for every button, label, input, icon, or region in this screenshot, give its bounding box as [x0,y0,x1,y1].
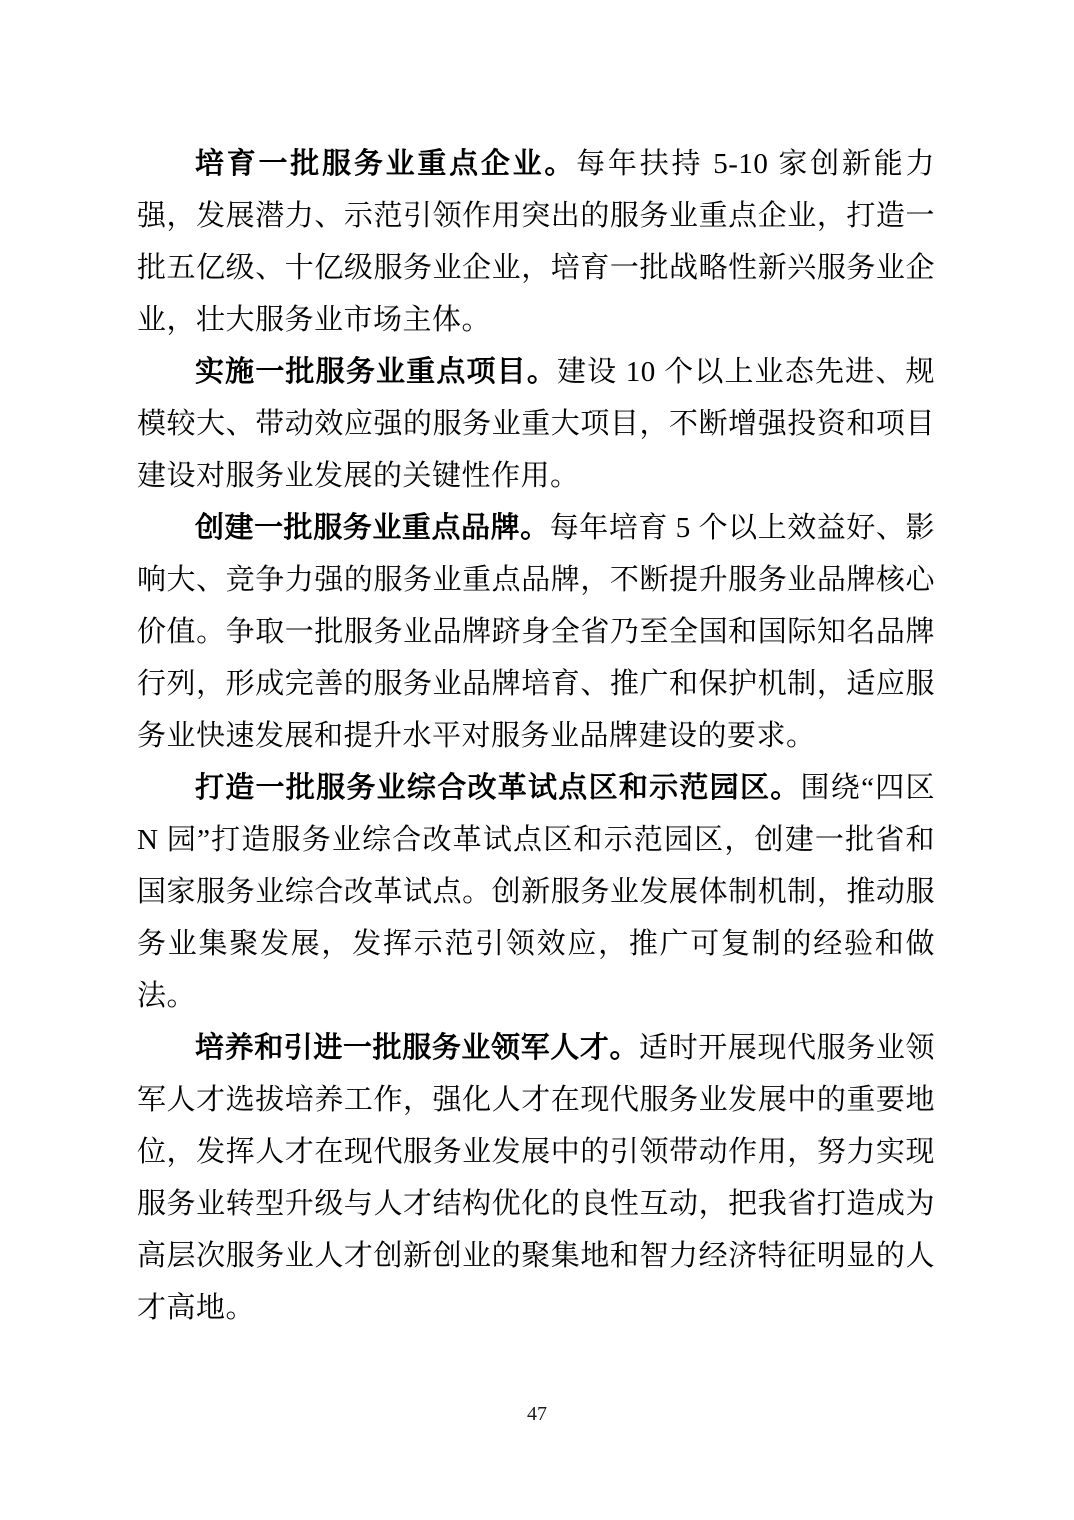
paragraph [137,762,935,1022]
paragraph-lead: 实施一批服务业重点项目。 [195,356,557,388]
paragraph-body: 每年扶持 5-10 家创新能力强，发展潜力、示范引领作用突出的服务业重点企业，打造一批五亿级、十亿级服务业企业，培育一批战略性新兴服务业企业，壮大服务业市场主体。 [137,148,935,336]
paragraph-lead: 培养和引进一批服务业领军人才。 [195,1032,640,1064]
paragraph-body: 围绕“四区 N 园”打造服务业综合改革试点区和示范园区，创建一批省和国家服务业综合改革试点。创新服务业发展体制机制，推动服务业集聚发展，发挥示范引领效应，推广可复制的经验和做法。 [137,772,935,1012]
document-body [137,138,935,1334]
paragraph-lead: 培育一批服务业重点企业。 [195,148,577,180]
paragraph [137,138,935,346]
paragraph [137,346,935,502]
paragraph [137,1022,935,1334]
paragraph [137,502,935,762]
paragraph-body: 每年培育 5 个以上效益好、影响大、竞争力强的服务业重点品牌，不断提升服务业品牌核心价值。争取一批服务业品牌跻身全省乃至全国和国际知名品牌行列，形成完善的服务业品牌培育、推广和保护机制，适应服务业快速发展和提升水平对服务业品牌建设的要求。 [137,512,935,752]
paragraph-body: 适时开展现代服务业领军人才选拔培养工作，强化人才在现代服务业发展中的重要地位，发挥人才在现代服务业发展中的引领带动作用，努力实现服务业转型升级与人才结构优化的良性互动，把我省打造成为高层次服务业人才创新创业的聚集地和智力经济特征明显的人才高地。 [137,1032,935,1324]
paragraph-lead: 打造一批服务业综合改革试点区和示范园区。 [195,772,801,804]
paragraph-body: 建设 10 个以上业态先进、规模较大、带动效应强的服务业重大项目，不断增强投资和项目建设对服务业发展的关键性作用。 [137,356,935,492]
page-number: 47 [527,1403,547,1425]
paragraph-lead: 创建一批服务业重点品牌。 [195,512,550,544]
